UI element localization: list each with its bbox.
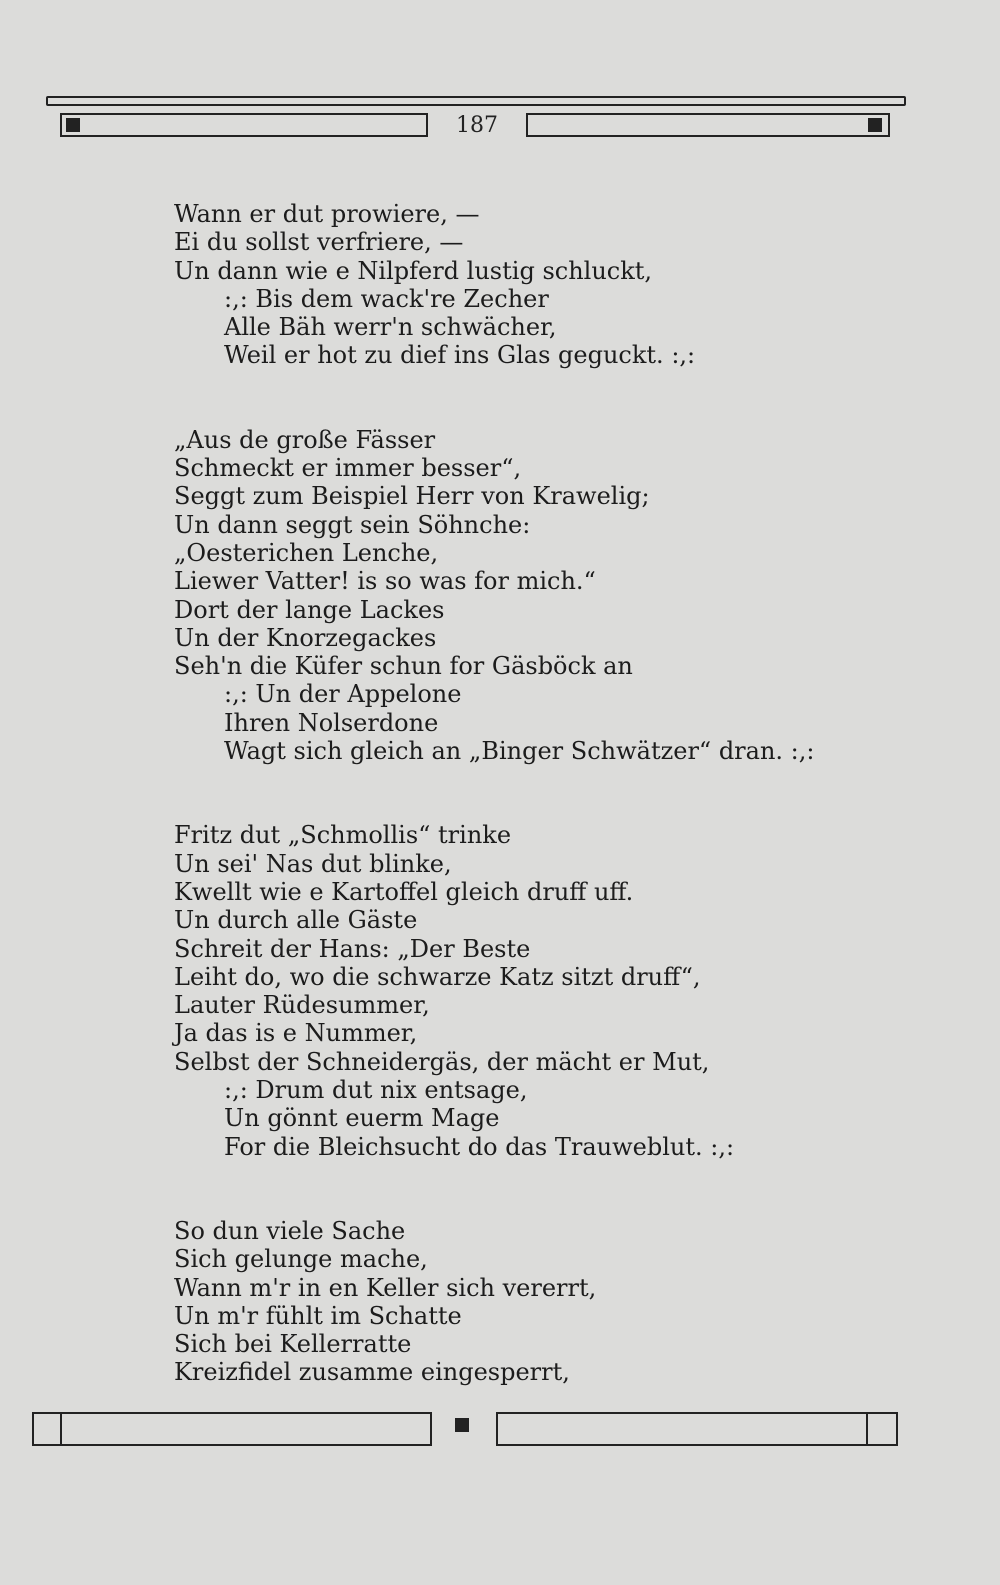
poem-line: :,: Bis dem wack're Zecher bbox=[224, 284, 549, 313]
poem-line: Sich gelunge mache, bbox=[174, 1245, 428, 1274]
header-ornament-left-square bbox=[66, 118, 80, 132]
poem-line: Un dann seggt sein Söhnche: bbox=[174, 510, 531, 539]
poem-line: Selbst der Schneidergäs, der mächt er Mut, bbox=[174, 1047, 710, 1076]
poem-line: Wann er dut prowiere, — bbox=[174, 200, 480, 228]
poem-line: Un m'r fühlt im Schatte bbox=[174, 1301, 462, 1330]
poem-line: Ihren Nolserdone bbox=[224, 708, 439, 737]
poem-line: Un durch alle Gäste bbox=[174, 906, 418, 935]
stanza bbox=[174, 1217, 954, 1387]
poem-line: Leiht do, wo die schwarze Katz sitzt druff“, bbox=[174, 962, 701, 991]
footer-ornament-left-box bbox=[32, 1412, 432, 1446]
poem-line: Un gönnt euerm Mage bbox=[224, 1104, 500, 1133]
poem-line: So dun viele Sache bbox=[174, 1216, 406, 1245]
poem-line: Alle Bäh werr'n schwächer, bbox=[224, 313, 557, 342]
poem-line: Wagt sich gleich an „Binger Schwätzer“ dran. :,: bbox=[224, 737, 815, 766]
poem-line: „Aus de große Fässer bbox=[174, 425, 436, 454]
poem-line: Sich bei Kellerratte bbox=[174, 1330, 412, 1359]
poem-line: „Oesterichen Lenche, bbox=[174, 538, 439, 567]
poem-line: :,: Drum dut nix entsage, bbox=[224, 1076, 528, 1105]
poem-line: Dort der lange Lackes bbox=[174, 595, 445, 624]
poem-line: Un dann wie e Nilpferd lustig schluckt, bbox=[174, 256, 653, 285]
poem-line: :,: Un der Appelone bbox=[224, 680, 462, 709]
poem-line: Kwellt wie e Kartoffel gleich druff uff. bbox=[174, 877, 634, 906]
poem-text bbox=[174, 200, 954, 1387]
poem-line: Un sei' Nas dut blinke, bbox=[174, 849, 452, 878]
poem-line: Schmeckt er immer besser“, bbox=[174, 454, 522, 483]
poem-line: Liewer Vatter! is so was for mich.“ bbox=[174, 567, 596, 596]
poem-line: Seh'n die Küfer schun for Gäsböck an bbox=[174, 652, 633, 681]
poem-line: Lauter Rüdesummer, bbox=[174, 991, 430, 1020]
header-ornament-right-box bbox=[526, 113, 890, 137]
poem-line: Wann m'r in en Keller sich vererrt, bbox=[174, 1273, 597, 1302]
header-ornament-right-square bbox=[868, 118, 882, 132]
poem-line: Seggt zum Beispiel Herr von Krawelig; bbox=[174, 482, 650, 511]
poem-line: Schreit der Hans: „Der Beste bbox=[174, 934, 531, 963]
poem-line: Fritz dut „Schmollis“ trinke bbox=[174, 821, 512, 850]
poem-line: Kreizfidel zusamme eingesperrt, bbox=[174, 1358, 570, 1387]
footer-ornament-center-square bbox=[455, 1418, 469, 1432]
footer-ornament-right-box bbox=[496, 1412, 898, 1446]
poem-line: Weil er hot zu dief ins Glas geguckt. :,: bbox=[224, 341, 696, 370]
stanza-gap bbox=[174, 765, 954, 821]
poem-line: For die Bleichsucht do das Trauweblut. :,: bbox=[224, 1132, 735, 1161]
poem-line: Ei du sollst verfriere, — bbox=[174, 228, 464, 257]
poem-line: Un der Knorzegackes bbox=[174, 623, 437, 652]
stanza-gap bbox=[174, 370, 954, 426]
stanza bbox=[174, 821, 954, 1161]
header-ornament-bar bbox=[46, 96, 906, 106]
stanza bbox=[174, 200, 954, 370]
page-number: 187 bbox=[456, 113, 498, 138]
stanza-gap bbox=[174, 1161, 954, 1217]
stanza bbox=[174, 426, 954, 766]
poem-line: Ja das is e Nummer, bbox=[174, 1019, 418, 1048]
header-ornament-left-box bbox=[60, 113, 428, 137]
